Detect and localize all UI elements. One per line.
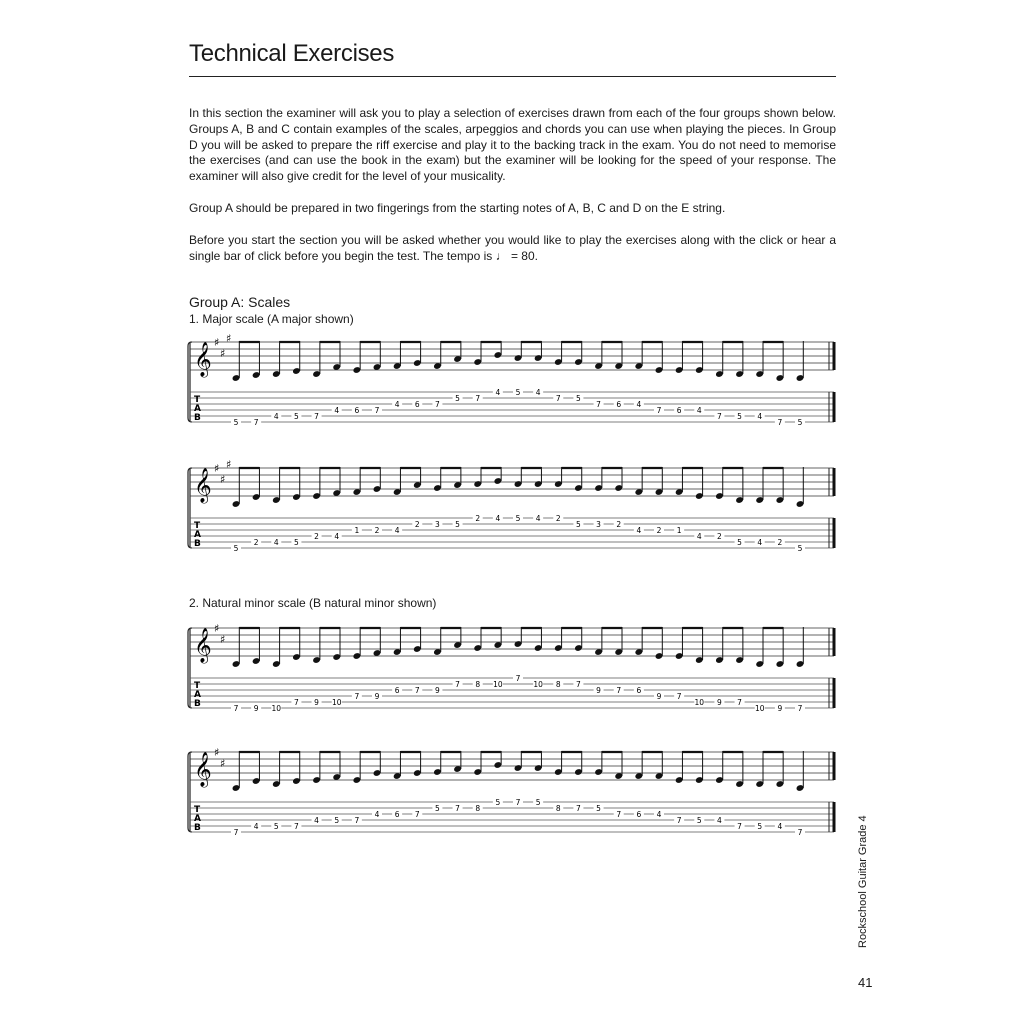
tab-fret-number: 2 <box>414 520 420 529</box>
tab-clef-letter: T <box>194 521 201 531</box>
tab-fret-number: 9 <box>717 698 722 707</box>
page-number: 41 <box>858 975 873 990</box>
tab-fret-number: 2 <box>475 514 481 523</box>
tab-fret-number: 5 <box>294 412 299 421</box>
tab-clef-letter: A <box>194 814 201 824</box>
tab-fret-number: 7 <box>777 418 783 427</box>
tab-fret-number: 7 <box>414 810 420 819</box>
tab-fret-number: 7 <box>294 698 299 707</box>
tab-fret-number: 5 <box>696 816 702 825</box>
tab-fret-number: 8 <box>555 680 561 689</box>
tab-fret-number: 5 <box>233 544 239 553</box>
music-system <box>184 740 840 840</box>
tab-fret-number: 8 <box>555 804 561 813</box>
tab-fret-number: 4 <box>757 538 763 547</box>
tab-fret-number: 6 <box>354 406 360 415</box>
tab-fret-number: 7 <box>354 692 360 701</box>
key-sharp-icon: ♯ <box>214 336 220 349</box>
tab-clef-letter: A <box>194 530 201 540</box>
intro-paragraph: In this section the examiner will ask you to play a selection of exercises drawn from each of the four groups shown below. Groups A, B and C contain examples of the scales, arpeggios and chords you can use when playing the pieces. In Group D you will be asked to prepare the riff exercise and play it to the backing track in the exam. You do not need to memorise the exercises (and can use the book in the exam) but the examiner will be looking for the speed of your response. The examiner will also give credit for the level of your musicality. <box>189 106 836 184</box>
tab-clef-letter: T <box>194 681 201 691</box>
tab-fret-number: 4 <box>777 822 783 831</box>
key-sharp-icon: ♯ <box>220 473 226 486</box>
key-sharp-icon: ♯ <box>214 746 220 759</box>
tab-clef-letter: B <box>194 699 201 709</box>
tab-fret-number: 5 <box>515 514 521 523</box>
tab-fret-number: 5 <box>273 822 279 831</box>
tab-fret-number: 4 <box>374 810 380 819</box>
tab-fret-number: 6 <box>636 810 642 819</box>
tab-fret-number: 7 <box>717 412 722 421</box>
music-system <box>184 616 840 716</box>
tab-fret-number: 5 <box>797 544 803 553</box>
tab-clef-letter: T <box>194 805 201 815</box>
tab-fret-number: 3 <box>435 520 440 529</box>
tab-fret-number: 7 <box>656 406 662 415</box>
tab-fret-number: 6 <box>676 406 682 415</box>
tab-fret-number: 5 <box>737 412 742 421</box>
tab-fret-number: 9 <box>314 698 319 707</box>
treble-clef-icon: 𝄞 <box>194 628 212 663</box>
tab-fret-number: 5 <box>737 538 742 547</box>
key-sharp-icon: ♯ <box>214 622 220 635</box>
tab-fret-number: 10 <box>271 704 282 713</box>
tab-fret-number: 5 <box>797 418 803 427</box>
tab-fret-number: 6 <box>636 686 642 695</box>
tab-fret-number: 5 <box>233 418 239 427</box>
tab-fret-number: 7 <box>596 400 601 409</box>
music-system <box>184 456 840 556</box>
tab-fret-number: 5 <box>435 804 440 813</box>
tab-fret-number: 4 <box>253 822 259 831</box>
tab-fret-number: 4 <box>717 816 722 825</box>
tab-fret-number: 10 <box>754 704 765 713</box>
tab-fret-number: 9 <box>435 686 440 695</box>
tab-fret-number: 9 <box>596 686 601 695</box>
tab-fret-number: 7 <box>314 412 319 421</box>
tab-fret-number: 6 <box>394 686 400 695</box>
tab-fret-number: 9 <box>656 692 662 701</box>
tab-fret-number: 5 <box>334 816 340 825</box>
tab-fret-number: 4 <box>394 526 400 535</box>
tab-fret-number: 5 <box>596 804 601 813</box>
tab-fret-number: 8 <box>475 680 481 689</box>
tab-fret-number: 7 <box>475 394 481 403</box>
tab-fret-number: 6 <box>394 810 400 819</box>
tempo-paragraph: Before you start the section you will be asked whether you would like to play the exercises along with the click or hear a single bar of click before you begin the test. The tempo is ♩ = 80. <box>189 233 836 263</box>
tab-fret-number: 7 <box>737 822 742 831</box>
treble-clef-icon: 𝄞 <box>194 752 212 787</box>
key-sharp-icon: ♯ <box>214 462 220 475</box>
tab-fret-number: 4 <box>495 514 501 523</box>
tab-fret-number: 4 <box>757 412 763 421</box>
tab-fret-number: 10 <box>331 698 342 707</box>
tab-fret-number: 4 <box>273 412 279 421</box>
treble-clef-icon: 𝄞 <box>194 342 212 377</box>
tab-fret-number: 7 <box>515 798 521 807</box>
tab-fret-number: 4 <box>535 514 541 523</box>
tab-fret-number: 7 <box>576 680 581 689</box>
tab-fret-number: 2 <box>777 538 783 547</box>
tab-fret-number: 10 <box>493 680 503 689</box>
tab-fret-number: 4 <box>696 532 702 541</box>
tab-fret-number: 8 <box>475 804 481 813</box>
tab-fret-number: 7 <box>616 810 622 819</box>
tab-fret-number: 7 <box>294 822 299 831</box>
tab-fret-number: 6 <box>414 400 420 409</box>
tab-fret-number: 7 <box>354 816 360 825</box>
tab-fret-number: 5 <box>294 538 299 547</box>
page-title: Technical Exercises <box>189 40 395 67</box>
tab-clef-letter: B <box>194 413 201 423</box>
tab-fret-number: 7 <box>676 816 682 825</box>
tab-fret-number: 2 <box>374 526 380 535</box>
tab-clef-letter: B <box>194 823 201 833</box>
tab-fret-number: 5 <box>757 822 763 831</box>
tab-fret-number: 7 <box>374 406 380 415</box>
tab-clef-letter: A <box>194 404 201 414</box>
tab-fret-number: 7 <box>233 828 239 837</box>
tab-fret-number: 7 <box>555 394 561 403</box>
tab-fret-number: 7 <box>676 692 682 701</box>
tab-fret-number: 7 <box>616 686 622 695</box>
tab-fret-number: 10 <box>533 680 543 689</box>
tab-fret-number: 7 <box>797 828 803 837</box>
tab-fret-number: 9 <box>374 692 380 701</box>
tab-fret-number: 2 <box>656 526 662 535</box>
treble-clef-icon: 𝄞 <box>194 468 212 503</box>
tab-fret-number: 5 <box>535 798 541 807</box>
key-sharp-icon: ♯ <box>226 458 232 471</box>
tab-fret-number: 6 <box>616 400 622 409</box>
tab-fret-number: 7 <box>253 418 259 427</box>
tab-fret-number: 4 <box>636 400 642 409</box>
group-a-note-paragraph: Group A should be prepared in two fingerings from the starting notes of A, B, C and D on the E string. <box>189 201 726 215</box>
tab-fret-number: 7 <box>233 704 239 713</box>
tab-clef-letter: B <box>194 539 201 549</box>
key-sharp-icon: ♯ <box>226 332 232 345</box>
tab-clef-letter: A <box>194 690 201 700</box>
tab-fret-number: 9 <box>253 704 259 713</box>
tab-fret-number: 2 <box>555 514 561 523</box>
tab-fret-number: 10 <box>694 698 705 707</box>
tab-fret-number: 1 <box>676 526 682 535</box>
tab-fret-number: 5 <box>576 520 581 529</box>
exercise-label: 2. Natural minor scale (B natural minor shown) <box>189 596 437 610</box>
tab-fret-number: 4 <box>535 388 541 397</box>
tab-fret-number: 4 <box>656 810 662 819</box>
music-system <box>184 330 840 430</box>
tab-fret-number: 7 <box>576 804 581 813</box>
tab-fret-number: 5 <box>455 394 460 403</box>
tab-fret-number: 4 <box>273 538 279 547</box>
tab-fret-number: 4 <box>696 406 702 415</box>
tab-fret-number: 5 <box>515 388 521 397</box>
tab-fret-number: 4 <box>334 532 340 541</box>
tab-fret-number: 7 <box>797 704 803 713</box>
tab-fret-number: 7 <box>737 698 742 707</box>
key-sharp-icon: ♯ <box>220 347 226 360</box>
tab-fret-number: 7 <box>515 674 521 683</box>
tab-fret-number: 4 <box>636 526 642 535</box>
tab-fret-number: 4 <box>314 816 319 825</box>
tab-fret-number: 7 <box>455 680 460 689</box>
key-sharp-icon: ♯ <box>220 633 226 646</box>
tab-fret-number: 3 <box>596 520 601 529</box>
exercise-label: 1. Major scale (A major shown) <box>189 312 354 326</box>
tab-fret-number: 4 <box>334 406 340 415</box>
tab-clef-letter: T <box>194 395 201 405</box>
tab-fret-number: 4 <box>495 388 501 397</box>
tab-fret-number: 7 <box>435 400 440 409</box>
tab-fret-number: 2 <box>253 538 259 547</box>
group-heading: Group A: Scales <box>189 294 291 310</box>
tab-fret-number: 5 <box>455 520 460 529</box>
tab-fret-number: 1 <box>354 526 360 535</box>
tab-fret-number: 7 <box>455 804 460 813</box>
tab-fret-number: 9 <box>777 704 783 713</box>
tab-fret-number: 2 <box>314 532 319 541</box>
title-rule <box>189 76 836 77</box>
tab-fret-number: 4 <box>394 400 400 409</box>
tab-fret-number: 7 <box>414 686 420 695</box>
tab-fret-number: 5 <box>495 798 501 807</box>
tab-fret-number: 2 <box>616 520 622 529</box>
key-sharp-icon: ♯ <box>220 757 226 770</box>
tab-fret-number: 2 <box>717 532 722 541</box>
tab-fret-number: 5 <box>576 394 581 403</box>
book-side-label: Rockschool Guitar Grade 4 <box>857 815 869 948</box>
